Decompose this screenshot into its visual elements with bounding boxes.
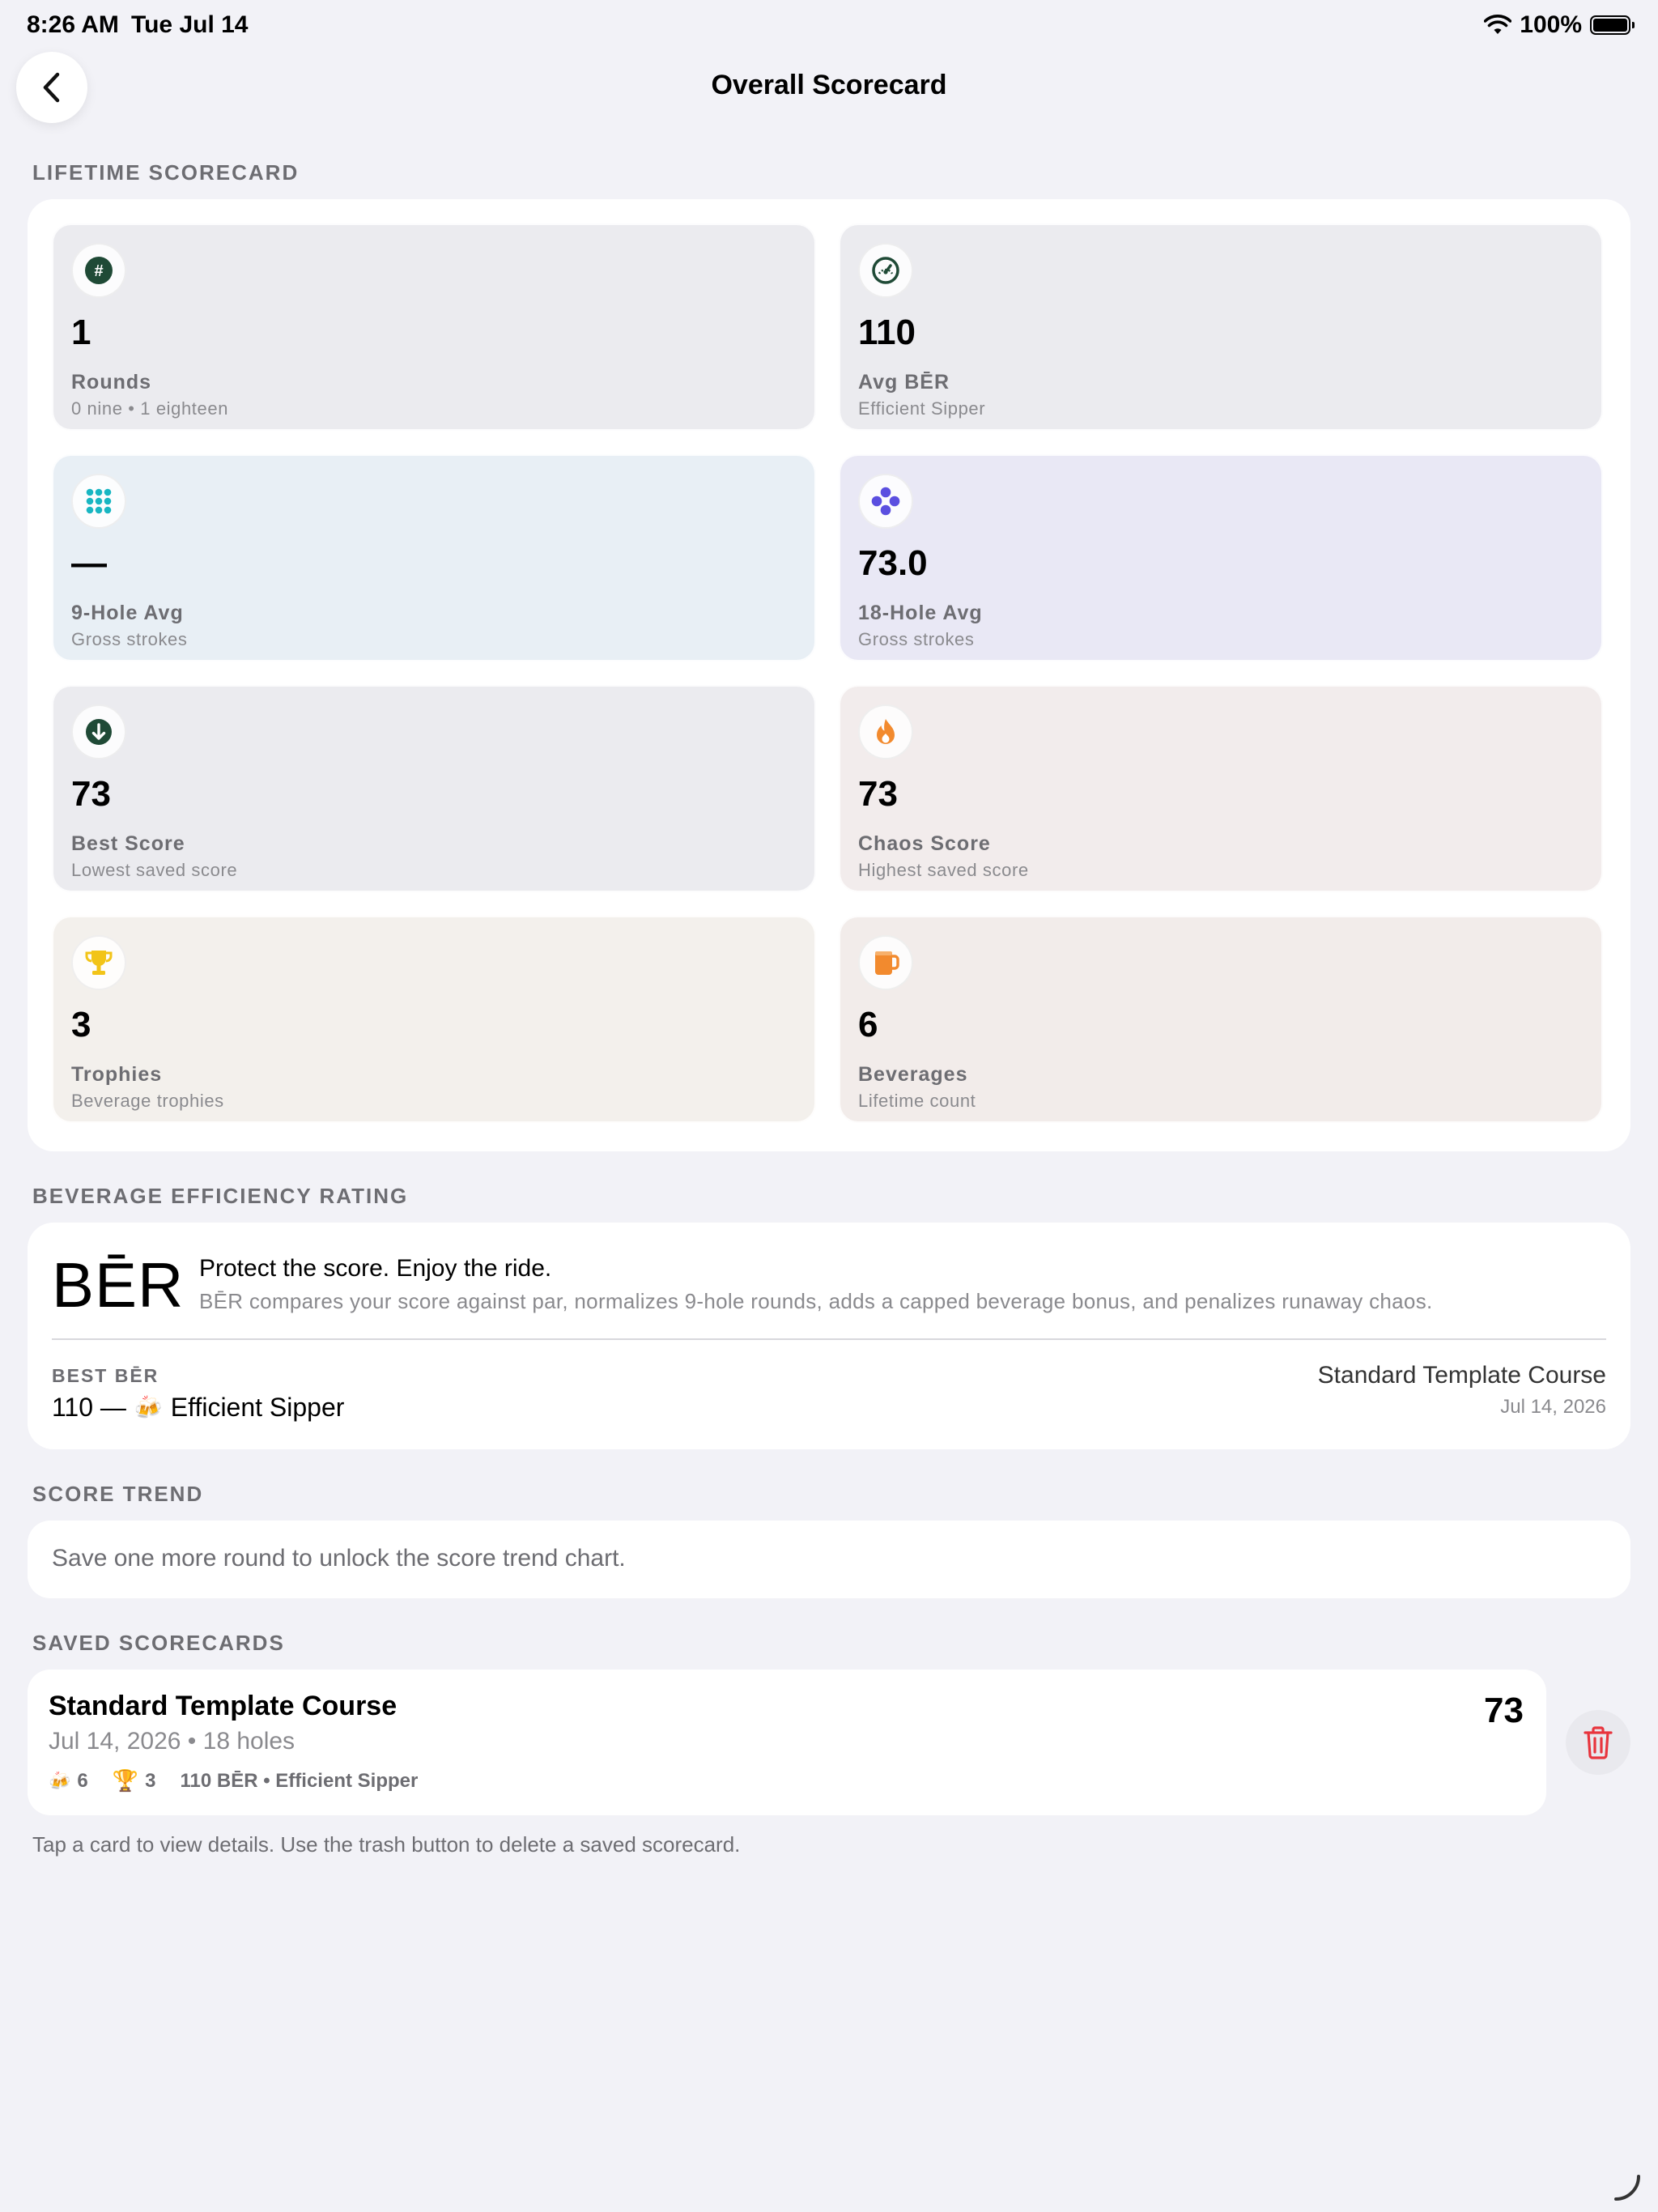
- tile-best-score[interactable]: [52, 685, 816, 892]
- best-ber-name: Efficient Sipper: [170, 1393, 345, 1422]
- beer-cheers-icon: 🍻: [134, 1395, 163, 1420]
- trophies-value: 3: [71, 1005, 91, 1044]
- scorecard-score: 73: [1484, 1691, 1524, 1730]
- best-ber-label: BEST BĒR: [52, 1365, 159, 1386]
- beverages-value: 6: [858, 1005, 878, 1044]
- tile-trophies[interactable]: [52, 916, 816, 1123]
- resize-grip-icon: [1613, 2173, 1642, 2202]
- scorecard-course-name: Standard Template Course: [49, 1691, 397, 1721]
- hash-icon: [71, 243, 126, 298]
- svg-text:#: #: [94, 262, 104, 280]
- ber-section-label: BEVERAGE EFFICIENCY RATING: [32, 1184, 409, 1208]
- ber-divider: [52, 1338, 1606, 1340]
- trophies-label: Trophies: [71, 1063, 163, 1086]
- rounds-value: 1: [71, 313, 91, 352]
- battery-icon: [1590, 15, 1630, 35]
- grid-dots-icon: [71, 474, 126, 529]
- best-ber-score: 110 —: [52, 1393, 126, 1422]
- status-date: Tue Jul 14: [131, 11, 249, 38]
- trend-message: Save one more round to unlock the score trend chart.: [52, 1545, 626, 1572]
- best-score-sub: Lowest saved score: [71, 860, 238, 880]
- status-indicators: [1484, 11, 1630, 39]
- eighteen-hole-avg-value: 73.0: [858, 543, 928, 583]
- lifetime-card: [28, 199, 1630, 1151]
- battery-percent: 100%: [1520, 11, 1582, 38]
- tile-eighteen-hole-avg[interactable]: [839, 454, 1603, 661]
- chaos-score-value: 73: [858, 774, 898, 814]
- best-score-label: Best Score: [71, 832, 185, 855]
- best-ber-course: Standard Template Course: [1317, 1362, 1606, 1389]
- nine-hole-avg-sub: Gross strokes: [71, 629, 188, 649]
- trophies-sub: Beverage trophies: [71, 1091, 224, 1111]
- ber-card: [28, 1223, 1630, 1449]
- best-ber-value: [52, 1393, 344, 1423]
- mug-icon: [858, 935, 913, 990]
- tile-nine-hole-avg[interactable]: [52, 454, 816, 661]
- flame-icon: [858, 704, 913, 759]
- chaos-score-label: Chaos Score: [858, 832, 991, 855]
- tile-rounds[interactable]: [52, 223, 816, 431]
- saved-footer-hint: Tap a card to view details. Use the trash button to delete a saved scorecard.: [32, 1832, 741, 1857]
- beer-cheers-icon: 🍻: [49, 1770, 71, 1791]
- tile-avg-ber[interactable]: [839, 223, 1603, 431]
- scorecard-ber: 110 BĒR • Efficient Sipper: [180, 1769, 419, 1792]
- eighteen-hole-avg-label: 18-Hole Avg: [858, 602, 983, 624]
- arrow-down-circle-icon: [71, 704, 126, 759]
- nine-hole-avg-value: —: [71, 543, 107, 583]
- rounds-label: Rounds: [71, 371, 152, 393]
- avg-ber-label: Avg BĒR: [858, 371, 950, 393]
- scorecard-beverage-count: 6: [77, 1769, 88, 1792]
- trophy-icon: [71, 935, 126, 990]
- lifetime-section-label: LIFETIME SCORECARD: [32, 160, 300, 185]
- chaos-score-sub: Highest saved score: [858, 860, 1029, 880]
- beverages-label: Beverages: [858, 1063, 968, 1086]
- best-ber-date: Jul 14, 2026: [1500, 1396, 1606, 1418]
- trend-card: [28, 1521, 1630, 1598]
- trash-icon: [1583, 1725, 1613, 1759]
- page-title: Overall Scorecard: [711, 70, 947, 100]
- ber-description: BĒR compares your score against par, normalizes 9-hole rounds, adds a capped beverage bonus, and penalizes runaway chaos.: [199, 1289, 1433, 1313]
- rounds-sub: 0 nine • 1 eighteen: [71, 398, 229, 419]
- best-score-value: 73: [71, 774, 111, 814]
- scorecard-trophy-count: 3: [145, 1769, 156, 1792]
- wifi-icon: [1484, 15, 1511, 36]
- saved-scorecard-card[interactable]: [28, 1670, 1546, 1815]
- avg-ber-sub: Efficient Sipper: [858, 398, 986, 419]
- nine-hole-avg-label: 9-Hole Avg: [71, 602, 184, 624]
- status-bar: [0, 0, 1658, 52]
- gauge-icon: [858, 243, 913, 298]
- dots-cluster-icon: [858, 474, 913, 529]
- ber-logo: BĒR: [52, 1249, 185, 1321]
- trophy-icon: 🏆: [112, 1768, 139, 1793]
- ber-headline: Protect the score. Enjoy the ride.: [199, 1255, 552, 1282]
- tile-beverages[interactable]: [839, 916, 1603, 1123]
- tile-chaos-score[interactable]: [839, 685, 1603, 892]
- scorecard-stats: [49, 1768, 418, 1793]
- saved-section-label: SAVED SCORECARDS: [32, 1631, 285, 1655]
- avg-ber-value: 110: [858, 313, 916, 352]
- delete-scorecard-button[interactable]: [1566, 1710, 1630, 1775]
- eighteen-hole-avg-sub: Gross strokes: [858, 629, 975, 649]
- trend-section-label: SCORE TREND: [32, 1482, 204, 1506]
- beverages-sub: Lifetime count: [858, 1091, 976, 1111]
- status-time: 8:26 AM: [27, 11, 119, 38]
- scorecard-meta: Jul 14, 2026 • 18 holes: [49, 1728, 295, 1755]
